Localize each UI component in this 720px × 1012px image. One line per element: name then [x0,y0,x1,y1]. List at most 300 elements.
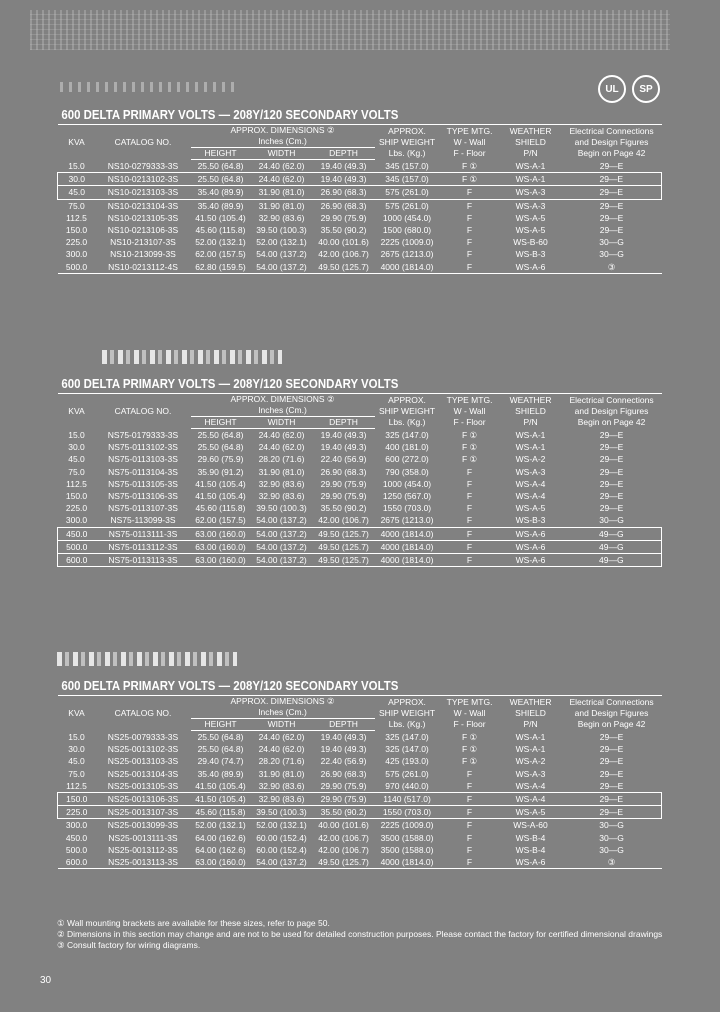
weather-shield-header-line-3: P/N [523,416,538,427]
connections-cell: 29—E [599,503,624,514]
height-cell: 35.40 (89.9) [191,186,251,199]
connections-header-line-2: and Design Figures [574,405,649,416]
dimensions-header [191,125,375,148]
mounting-cell: F [466,478,473,489]
connections-header [562,125,662,160]
catalog-cell: NS10-213107-3S [110,237,176,248]
width-header: WIDTH [251,417,313,429]
kva-cell: 500.0 [65,261,88,272]
height-cell: 29.60 (75.9) [197,454,244,465]
catalog-cell: NS25-0013106-3S [96,793,191,806]
catalog-cell: NS10-0213102-3S [96,173,191,186]
shield-cell: WS-A-6 [515,261,546,272]
weight-cell: 575 (261.0) [375,199,440,212]
shield-cell: WS-A-2 [515,454,546,465]
catalog-cell: NS10-0279333-3S [107,160,179,171]
weight-cell: 1550 (703.0) [382,503,432,514]
depth-cell: 22.40 (56.9) [320,454,367,465]
depth-cell: 49.50 (125.7) [313,527,375,540]
table-row [58,429,662,442]
weather-shield-header-line-3: P/N [523,147,538,158]
header-row [58,125,662,148]
kva-cell: 112.5 [66,212,87,223]
shield-cell: WS-A-4 [515,478,546,489]
connections-cell: 29—E [599,756,624,767]
depth-cell: 19.40 (49.3) [320,430,367,440]
weight-cell: 970 (440.0) [385,780,429,791]
footnotes [57,918,662,951]
weight-cell: 345 (157.0) [375,173,440,186]
table-row [58,199,662,212]
width-cell: 54.00 (137.2) [256,857,307,868]
ship-weight-header-line-2: SHIP WEIGHT [379,405,436,416]
depth-cell: 35.50 (90.2) [313,806,375,819]
table-row [58,780,662,793]
mounting-cell: F [466,857,473,868]
weight-cell: 425 (193.0) [385,756,429,767]
connections-cell: 29—E [599,731,624,742]
connections-header-line-3: Begin on Page 42 [577,416,646,427]
catalog-cell: NS25-0013112-3S [108,844,178,855]
shield-cell: WS-A-1 [515,744,546,755]
connections-cell: 29—E [562,173,662,186]
height-cell: 64.00 (162.6) [195,844,246,855]
height-cell: 25.50 (64.8) [197,430,244,440]
table-row [58,768,662,780]
connections-header-line-3: Begin on Page 42 [577,718,646,729]
weather-shield-header-line-2: SHIELD [515,136,546,147]
depth-header: DEPTH [313,148,375,160]
catalog-cell: NS25-0013099-3S [96,819,191,832]
shield-cell: WS-A-60 [500,819,562,832]
mounting-cell: F [440,806,500,819]
table-row [58,554,662,567]
model-logo-mark [102,350,282,364]
width-header: WIDTH [251,719,313,731]
width-cell: 39.50 (100.3) [256,503,307,514]
weight-cell: 2225 (1009.0) [375,819,440,832]
height-cell: 64.00 (162.6) [195,832,246,843]
section-3 [57,677,661,869]
dimensions-header [191,394,375,417]
table-row [58,502,662,514]
kva-cell: 45.0 [58,186,96,199]
csa-logo: SP [632,75,660,103]
connections-header-line-3: Begin on Page 42 [577,147,646,158]
height-cell: 25.50 (64.8) [197,744,244,755]
shield-cell: WS-A-5 [515,503,546,514]
connections-cell: 30—G [562,819,662,832]
weather-shield-header-line-2: SHIELD [515,405,546,416]
table-row [58,793,662,806]
shield-cell: WS-A-4 [515,491,546,502]
depth-cell: 29.90 (75.9) [320,491,367,502]
shield-cell: WS-A-6 [500,554,562,567]
mounting-type-header [440,125,500,160]
shield-cell: WS-B-60 [513,237,548,248]
connections-cell: 30—G [599,237,624,248]
footnote-3: ③ Consult factory for wiring diagrams. [57,940,201,950]
weight-cell: 325 (147.0) [385,731,429,742]
width-cell: 31.90 (81.0) [258,768,305,779]
shield-cell: WS-A-1 [515,160,546,171]
shield-cell: WS-A-4 [515,780,546,791]
dimensions-unit: Inches (Cm.) [258,136,307,146]
width-cell: 32.90 (83.6) [258,212,305,223]
width-cell: 31.90 (81.0) [258,466,305,477]
mounting-cell: F [440,554,500,567]
kva-cell: 500.0 [58,540,96,553]
mounting-cell: F [466,466,473,477]
kva-cell: 225.0 [65,503,88,514]
depth-cell: 49.50 (125.7) [318,857,369,868]
weight-cell: 4000 (1814.0) [375,554,440,567]
table-row [58,160,662,173]
shield-cell: WS-A-3 [515,466,546,477]
kva-cell: 600.0 [65,857,88,868]
weather-shield-header-line-1: WEATHER [509,125,552,136]
ship-weight-header-line-2: SHIP WEIGHT [379,707,436,718]
width-cell: 54.00 (137.2) [256,261,307,272]
connections-cell: 29—E [562,806,662,819]
kva-cell: 15.0 [68,429,85,440]
height-cell: 63.00 (160.0) [191,527,251,540]
weight-cell: 1000 (454.0) [382,212,432,223]
weight-cell: 325 (147.0) [385,429,429,440]
table-row [58,478,662,490]
catalog-header: CATALOG NO. [114,405,172,416]
kva-cell: 15.0 [68,160,85,171]
depth-cell: 19.40 (49.3) [320,732,367,742]
mounting-cell: F [466,515,473,526]
spec-table-2 [57,393,662,567]
width-header: WIDTH [251,148,313,160]
shield-cell: WS-B-4 [515,844,546,855]
connections-cell: 29—E [599,466,624,477]
table-row [58,466,662,478]
catalog-cell: NS75-0113104-3S [108,466,178,477]
depth-header: DEPTH [313,417,375,429]
catalog-cell: NS75-0179333-3S [107,429,179,440]
shield-cell: WS-A-2 [515,756,546,767]
depth-cell: 26.90 (68.3) [313,186,375,199]
table-header [58,394,662,429]
connections-cell: 49—G [562,540,662,553]
dimensions-unit: Inches (Cm.) [258,405,307,415]
connections-cell: 29—E [562,793,662,806]
mounting-cell: F [466,768,473,779]
model-logo-mark [57,652,237,666]
height-header: HEIGHT [191,417,251,429]
ul-logo: UL [598,75,626,103]
kva-cell: 30.0 [58,173,96,186]
width-cell: 60.00 (152.4) [256,844,307,855]
table-row [58,856,662,869]
height-cell: 63.00 (160.0) [195,857,246,868]
mounting-cell: F [466,212,473,223]
weather-shield-header-line-1: WEATHER [509,696,552,707]
table-row [58,806,662,819]
catalog-cell: NS75-0113106-3S [108,491,178,502]
dimensions-unit: Inches (Cm.) [258,707,307,717]
height-cell: 35.40 (89.9) [191,199,251,212]
weight-cell: 345 (157.0) [385,160,429,171]
ship-weight-header [375,125,440,160]
width-cell: 54.00 (137.2) [251,527,313,540]
catalog-cell: NS25-0013102-3S [107,744,179,755]
width-cell: 32.90 (83.6) [258,478,305,489]
mounting-type-header-line-2: W - Wall [453,405,486,416]
width-cell: 24.40 (62.0) [258,442,305,453]
mounting-cell: F [466,832,473,843]
table-row [58,540,662,553]
connections-cell: 29—E [599,160,624,171]
table-row [58,755,662,767]
table-row [58,819,662,832]
shield-cell: WS-B-3 [515,515,546,526]
connections-cell: 49—G [562,527,662,540]
mounting-type-header-line-2: W - Wall [453,707,486,718]
mounting-cell: F [466,261,473,272]
shield-cell: WS-A-6 [500,540,562,553]
catalog-cell: NS25-0079333-3S [107,731,179,742]
spec-table-1 [57,124,662,274]
ship-weight-header-line-1: APPROX. [388,125,426,136]
catalog-cell: NS25-0013104-3S [107,768,179,779]
kva-header: KVA [68,707,85,718]
kva-cell: 450.0 [58,527,96,540]
table-row [58,236,662,248]
mounting-cell: F ① [461,429,478,440]
height-cell: 62.00 (157.5) [195,515,246,526]
kva-cell: 450.0 [65,832,88,843]
mounting-cell: F ① [461,442,478,453]
height-cell: 41.50 (105.4) [195,491,246,502]
kva-cell: 45.0 [68,454,85,465]
table-row [58,261,662,274]
mounting-cell: F [466,780,473,791]
connections-header-line-2: and Design Figures [574,136,649,147]
table-row [58,514,662,527]
height-cell: 25.50 (64.8) [191,173,251,186]
table-row [58,832,662,844]
ship-weight-header-line-3: Lbs. (Kg.) [388,718,426,729]
catalog-cell: NS25-0013111-3S [108,832,178,843]
depth-cell: 26.90 (68.3) [320,768,367,779]
connections-cell: 30—G [599,832,624,843]
depth-cell: 29.90 (75.9) [320,212,367,223]
width-cell: 28.20 (71.6) [258,756,305,767]
width-cell: 31.90 (81.0) [251,199,313,212]
section-1 [57,106,661,274]
depth-cell: 29.90 (75.9) [313,793,375,806]
shield-cell: WS-A-5 [500,806,562,819]
kva-cell: 112.5 [66,780,87,791]
connections-cell: 30—G [599,515,624,526]
height-header: HEIGHT [191,719,251,731]
shield-cell: WS-A-1 [515,429,546,440]
weight-cell: 575 (261.0) [385,768,429,779]
dimensions-header [191,696,375,719]
mounting-type-header-line-3: F - Floor [453,416,486,427]
height-cell: 25.50 (64.8) [197,442,244,453]
catalog-cell: NS25-0013105-3S [107,780,179,791]
kva-cell: 75.0 [68,466,85,477]
connections-header [562,394,662,429]
depth-cell: 49.50 (125.7) [313,554,375,567]
mounting-cell: F [466,491,473,502]
height-cell: 45.60 (115.8) [191,806,251,819]
header-row [58,696,662,719]
kva-header: KVA [68,405,85,416]
mounting-cell: F [440,793,500,806]
kva-cell: 600.0 [58,554,96,567]
mounting-cell: F [440,527,500,540]
mounting-cell: F [466,503,473,514]
weight-cell: 2225 (1009.0) [380,237,434,248]
width-cell: 52.00 (132.1) [256,237,307,248]
connections-cell: 29—E [562,186,662,199]
ship-weight-header-line-3: Lbs. (Kg.) [388,147,426,158]
kva-cell: 500.0 [65,844,88,855]
shield-cell: WS-A-1 [515,731,546,742]
kva-cell: 300.0 [65,249,88,260]
connections-header-line-1: Electrical Connections [569,125,654,136]
kva-cell: 300.0 [58,819,96,832]
section-title: 600 DELTA PRIMARY VOLTS — 208Y/120 SECONDARY VOLTS [61,678,399,693]
kva-cell: 30.0 [68,744,85,755]
spec-table-3 [57,695,662,869]
mounting-cell: F [466,249,473,260]
weather-shield-header-line-3: P/N [523,718,538,729]
width-cell: 24.40 (62.0) [258,430,305,440]
mounting-cell: F ① [461,744,478,755]
width-cell: 24.40 (62.0) [251,173,313,186]
width-cell: 54.00 (137.2) [256,515,307,526]
connections-cell: 29—E [599,212,624,223]
ship-weight-header-line-1: APPROX. [388,394,426,405]
shield-cell: WS-A-5 [515,212,546,223]
depth-cell: 49.50 (125.7) [318,261,369,272]
weight-cell: 790 (358.0) [385,466,429,477]
catalog-cell: NS75-0113107-3S [108,503,178,514]
table-row [58,441,662,453]
weather-shield-header-line-2: SHIELD [515,707,546,718]
mounting-cell: F [466,225,473,236]
depth-cell: 29.90 (75.9) [320,780,367,791]
height-cell: 52.00 (132.1) [195,237,246,248]
depth-cell: 19.40 (49.3) [320,442,367,453]
mounting-cell: F ① [440,173,500,186]
height-cell: 62.80 (159.5) [195,261,246,272]
kva-cell: 45.0 [68,756,85,767]
width-cell: 28.20 (71.6) [258,454,305,465]
table-body [58,731,662,869]
catalog-cell: NS75-0113113-3S [96,554,191,567]
height-header: HEIGHT [191,148,251,160]
catalog-cell: NS10-0213106-3S [107,225,179,236]
weight-cell: 325 (147.0) [385,744,429,755]
table-row [58,527,662,540]
height-cell: 45.60 (115.8) [195,503,246,514]
mounting-type-header-line-2: W - Wall [453,136,486,147]
mounting-type-header-line-1: TYPE MTG. [446,394,493,405]
depth-cell: 22.40 (56.9) [320,756,367,767]
depth-cell: 42.00 (106.7) [318,515,369,526]
depth-cell: 40.00 (101.6) [318,237,369,248]
table-body [58,429,662,567]
dimensions-label: APPROX. DIMENSIONS ② [230,125,335,135]
mounting-type-header-line-3: F - Floor [453,147,486,158]
shield-cell: WS-A-3 [500,186,562,199]
width-cell: 54.00 (137.2) [251,540,313,553]
ship-weight-header-line-2: SHIP WEIGHT [379,136,436,147]
catalog-cell: NS75-0113102-3S [108,442,178,453]
width-cell: 60.00 (152.4) [256,832,307,843]
weather-shield-header-line-1: WEATHER [509,394,552,405]
depth-cell: 42.00 (106.7) [318,249,369,260]
connections-cell: 29—E [599,780,624,791]
height-cell: 25.50 (64.8) [197,161,244,171]
table-row [58,453,662,465]
mounting-cell: F ① [461,731,478,742]
connections-cell: 29—E [599,442,624,453]
weight-cell: 4000 (1814.0) [375,540,440,553]
width-cell: 54.00 (137.2) [251,554,313,567]
catalog-cell: NS25-0013103-3S [107,756,179,767]
mounting-type-header-line-1: TYPE MTG. [446,125,493,136]
height-cell: 41.50 (105.4) [195,212,246,223]
width-cell: 39.50 (100.3) [251,806,313,819]
table-header [58,696,662,731]
shield-cell: WS-A-6 [500,527,562,540]
connections-cell: 29—E [599,429,624,440]
weather-shield-header [500,125,562,160]
weight-cell: 1500 (680.0) [382,225,432,236]
height-cell: 41.50 (105.4) [195,478,246,489]
depth-cell: 29.90 (75.9) [320,478,367,489]
table-row [58,743,662,755]
section-title: 600 DELTA PRIMARY VOLTS — 208Y/120 SECONDARY VOLTS [61,376,399,391]
weather-shield-header [500,696,562,731]
height-cell: 41.50 (105.4) [191,793,251,806]
connections-header-line-1: Electrical Connections [569,696,654,707]
kva-cell: 225.0 [58,806,96,819]
connections-cell: 29—E [599,454,624,465]
height-cell: 63.00 (160.0) [191,554,251,567]
kva-cell: 15.0 [68,731,85,742]
height-cell: 52.00 (132.1) [191,819,251,832]
catalog-header: CATALOG NO. [114,136,172,147]
table-row [58,224,662,236]
weight-cell: 4000 (1814.0) [380,857,434,868]
mounting-cell: F ① [461,756,478,767]
depth-cell: 19.40 (49.3) [313,173,375,186]
weight-cell: 3500 (1588.0) [380,832,434,843]
height-cell: 29.40 (74.7) [197,756,244,767]
connections-cell: 29—E [599,744,624,755]
connections-cell: 29—E [599,225,624,236]
table-body [58,160,662,274]
dimensions-label: APPROX. DIMENSIONS ② [230,696,335,706]
shield-cell: WS-A-3 [500,199,562,212]
width-cell: 24.40 (62.0) [258,161,305,171]
height-cell: 41.50 (105.4) [195,780,246,791]
weight-cell: 575 (261.0) [375,186,440,199]
depth-header: DEPTH [313,719,375,731]
footnote-1: ① Wall mounting brackets are available for these sizes, refer to page 50. [57,918,330,928]
depth-cell: 40.00 (101.6) [313,819,375,832]
